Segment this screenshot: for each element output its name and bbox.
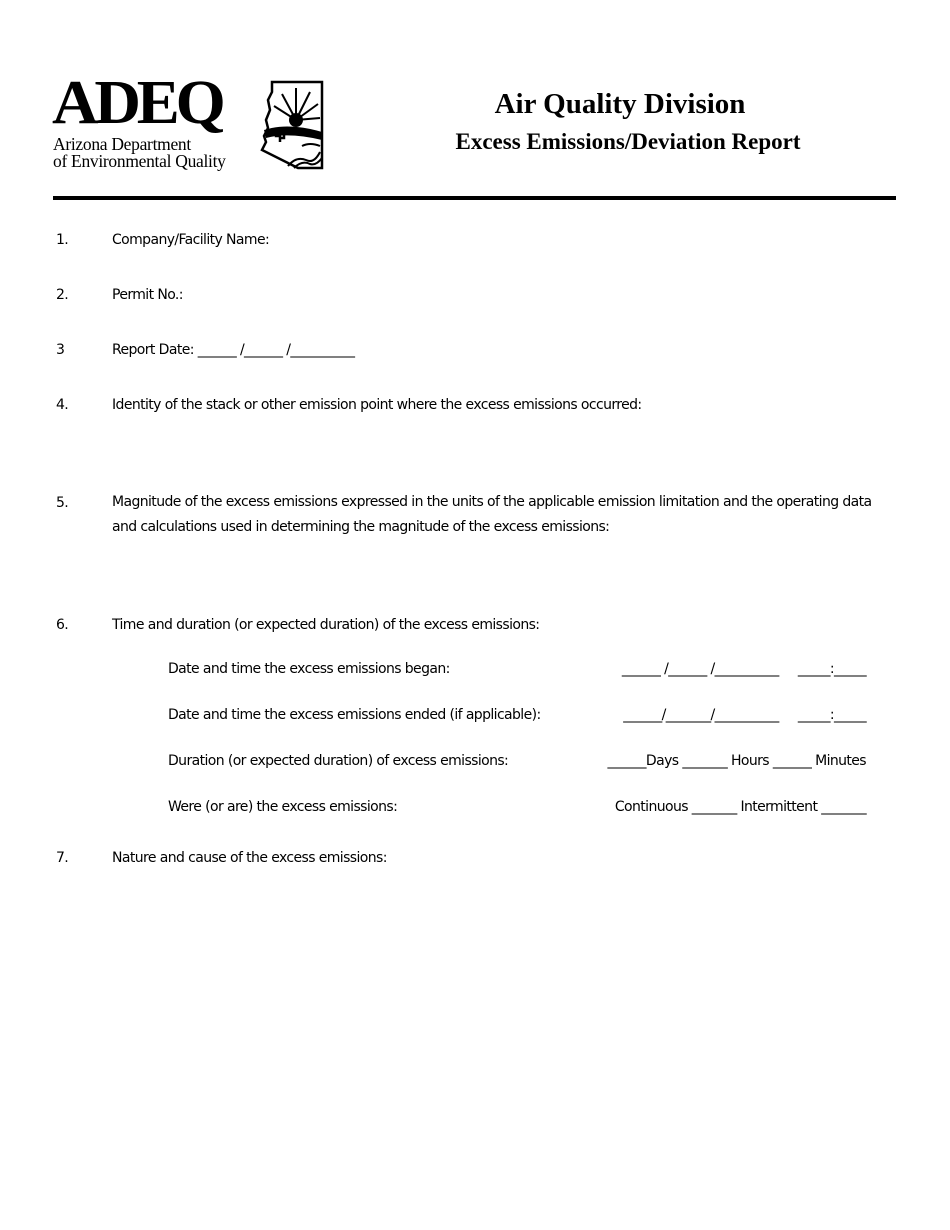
report-date-field[interactable]: Report Date: ______ /______ /__________ [112,342,355,358]
item-number: 4. [56,397,69,413]
item-number: 6. [56,617,69,633]
duration-label: Duration (or expected duration) of excess emissions: [168,753,509,769]
item-number: 7. [56,850,69,866]
company-facility-name-label: Company/Facility Name: [112,232,270,248]
emission-magnitude-label: Magnitude of the excess emissions expressed in the units of the applicable emission limitation and the operating data and calculations used in determining the magnitude of the excess emissions: [112,494,872,535]
item-number: 5. [56,495,69,511]
logo-line-1: Arizona Department [53,134,191,154]
item-number: 3 [56,342,65,358]
item-number: 1. [56,232,69,248]
time-duration-label: Time and duration (or expected duration) of the excess emissions: [112,617,540,633]
ended-datetime-field[interactable]: ______/_______/__________ _____:_____ [623,707,866,723]
adeq-logo [52,69,324,174]
began-datetime-field[interactable]: ______ /______ /__________ _____:_____ [621,661,866,677]
ended-label: Date and time the excess emissions ended (if applicable): [168,707,541,723]
logo-wordmark: ADEQ [52,69,222,137]
header-divider [53,196,896,200]
emission-point-label: Identity of the stack or other emission point where the excess emissions occurred: [112,397,642,413]
logo-line-2: of Environmental Quality [53,151,226,171]
continuity-field[interactable]: Continuous _______ Intermittent _______ [614,799,866,815]
duration-field[interactable]: ______Days _______ Hours ______ Minutes [607,753,866,769]
permit-number-label: Permit No.: [112,287,183,303]
division-title: Air Quality Division [494,88,746,120]
continuity-label: Were (or are) the excess emissions: [168,799,398,815]
item-number: 2. [56,287,69,303]
arizona-map-icon [258,80,324,170]
began-label: Date and time the excess emissions began: [168,661,450,677]
report-title: Excess Emissions/Deviation Report [455,129,801,154]
nature-cause-label: Nature and cause of the excess emissions: [112,850,387,866]
